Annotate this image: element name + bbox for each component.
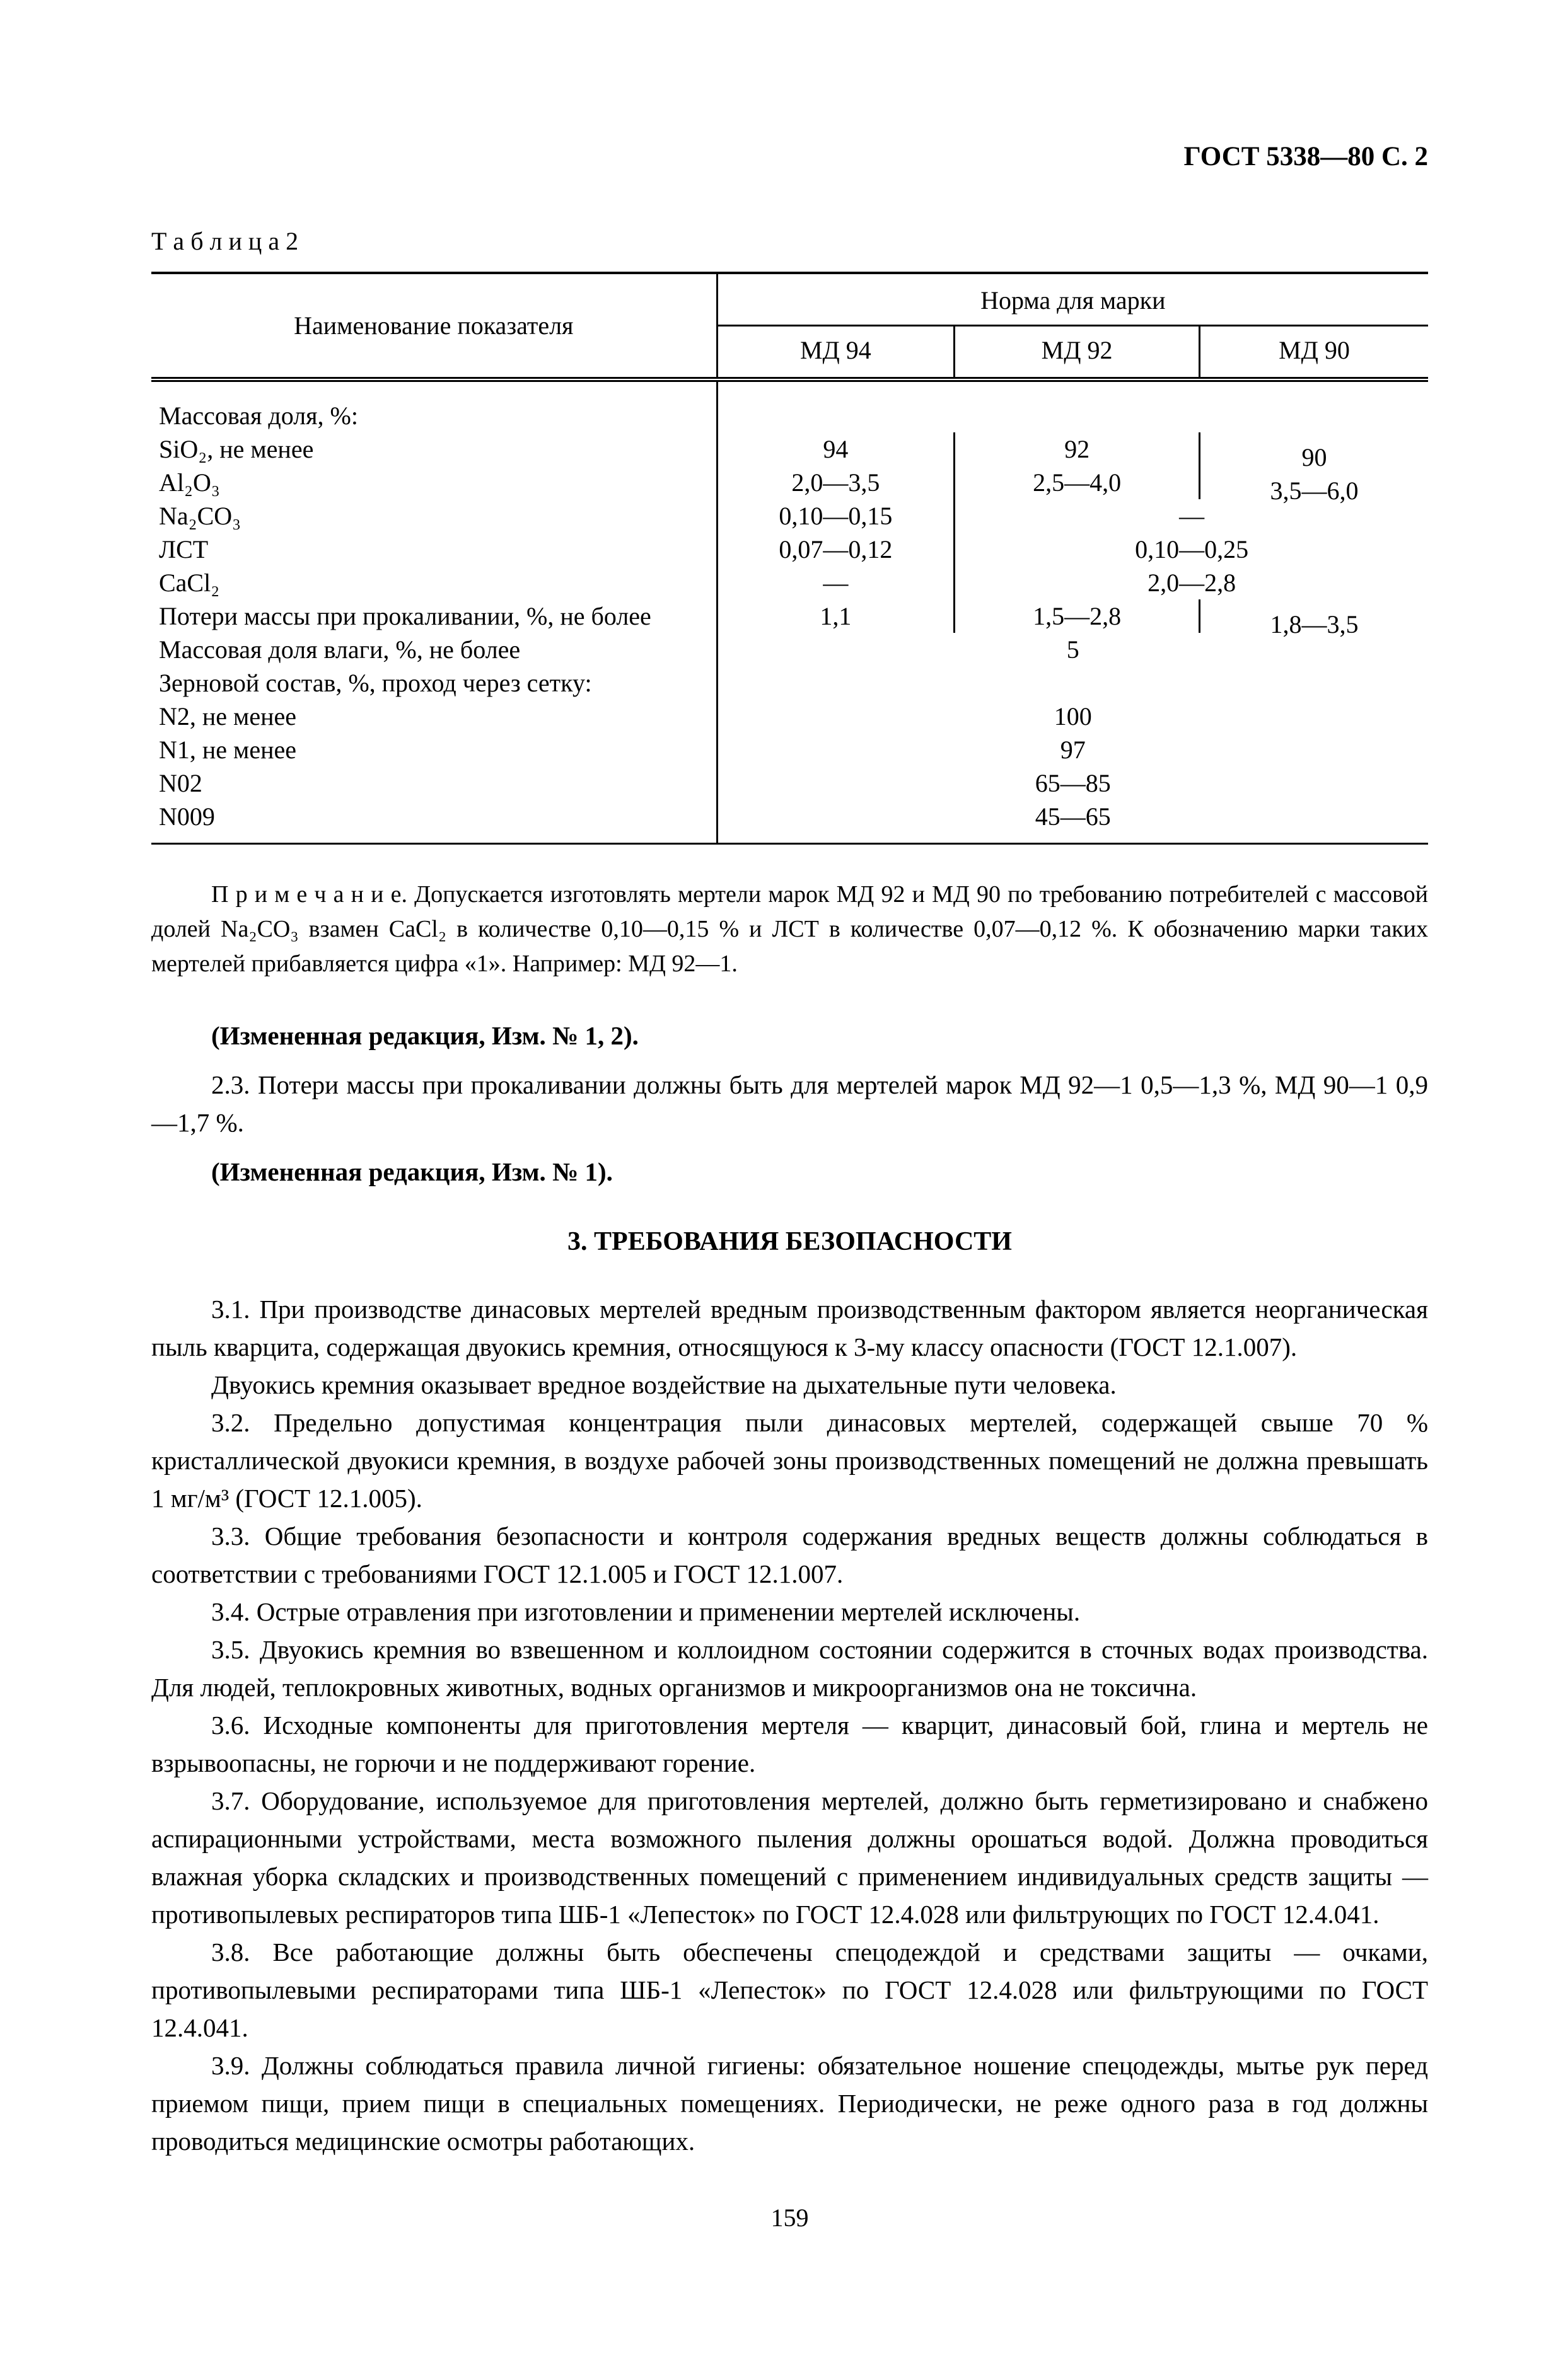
page-number: 159 [770, 2204, 809, 2232]
table-row [151, 800, 1428, 844]
column-header-md94: МД 94 [717, 326, 955, 380]
paragraph-3-2: 3.2. Предельно допустимая концентрация пыли динасовых мертелей, содержащей свыше 70 % кристаллической двуокиси кремния, в воздухе рабочей зоны производственных помещений не должна превышать 1 мг/м³ (ГОСТ 12.1.005). [151, 1408, 1428, 1513]
paragraph-3-3: 3.3. Общие требования безопасности и контроля содержания вредных веществ должны соблюдаться в соответствии с требованиями ГОСТ 12.1.005 и ГОСТ 12.1.007. [151, 1522, 1428, 1588]
paragraph-2-3: 2.3. Потери массы при прокаливании должны быть для мертелей марок МД 92—1 0,5—1,3 %, МД 90—1 0,9—1,7 %. [151, 1070, 1428, 1137]
row-label: N1, не менее [151, 733, 717, 766]
row-label: Зерновой состав, %, проход через сетку: [151, 666, 717, 700]
table-cell-value: 1,8—3,5 [1270, 610, 1359, 638]
table-caption: Т а б л и ц а 2 [151, 227, 299, 255]
table-row [151, 633, 1428, 666]
row-values [717, 666, 1428, 700]
table-row [151, 499, 1428, 533]
row-label: Na₂CO₃ [151, 499, 717, 533]
row-label: SiO₂, не менее [151, 432, 717, 466]
paragraph-3-8: 3.8. Все работающие должны быть обеспечены спецодеждой и средствами защиты — очками, противопылевыми респираторами типа ШБ-1 «Лепесток» по ГОСТ 12.4.028 или фильтрующими по ГОСТ 12.4.041. [151, 1938, 1428, 2042]
row-label: ЛСТ [151, 533, 717, 566]
paragraph-3-9: 3.9. Должны соблюдаться правила личной гигиены: обязательное ношение спецодежды, мытье рук перед приемом пищи, прием пищи в специальных помещениях. Периодически, не реже одного раза в год должны проводиться медицинские осмотры работающих. [151, 2051, 1428, 2156]
row-label: CaCl₂ [151, 566, 717, 599]
table-cell: 2,0—2,8 [955, 566, 1428, 599]
table-row [151, 566, 1428, 599]
table-cell: 5 [1066, 635, 1079, 664]
table-cell: 65—85 [1035, 769, 1111, 797]
table-row [151, 466, 1428, 499]
column-header-md92: МД 92 [955, 326, 1200, 380]
amended-note-2: (Измененная редакция, Изм. № 1). [211, 1157, 613, 1186]
column-header-name: Наименование показателя [151, 273, 717, 379]
paragraph-3-7: 3.7. Оборудование, используемое для приготовления мертелей, должно быть герметизировано и снабжено аспирационными устройствами, места возможного пыления должны орошаться водой. Должна проводиться влажная уборка складских и производственных помещений с применением индивидуальных средств защиты — противопылевых респираторов типа ШБ-1 «Лепесток» по ГОСТ 12.4.028 или фильтрующих по ГОСТ 12.4.041. [151, 1786, 1428, 1929]
doc-reference: ГОСТ 5338—80 С. 2 [1183, 142, 1428, 171]
table-row [151, 766, 1428, 800]
amended-note-1: (Измененная редакция, Изм. № 1, 2). [211, 1021, 639, 1050]
table-cell: 45—65 [1035, 802, 1111, 831]
paragraph-3-5: 3.5. Двуокись кремния во взвешенном и коллоидном состоянии содержится в сточных водах производства. Для людей, теплокровных животных, водных организмов и микроорганизмов она не токсична. [151, 1635, 1428, 1702]
table-cell [1200, 432, 1429, 471]
row-label: Al₂O₃ [151, 466, 717, 499]
table-cell-value: 90 [1301, 443, 1327, 471]
row-label: N009 [151, 800, 717, 844]
row-label: N02 [151, 766, 717, 800]
row-label: Массовая доля влаги, %, не более [151, 633, 717, 666]
table-cell: 94 [823, 435, 849, 463]
row-values [717, 379, 1428, 432]
row-label: N2, не менее [151, 700, 717, 733]
table-row [151, 733, 1428, 766]
table-cell: 0,07—0,12 [779, 535, 893, 563]
table-cell: — [823, 569, 849, 597]
paragraph-3-4: 3.4. Острые отравления при изготовлении и применении мертелей исключены. [211, 1597, 1081, 1626]
paragraph-3-1: 3.1. При производстве динасовых мертелей вредным производственным фактором является неорганическая пыль кварцита, содержащая двуокись кремния, относящуюся к 3-му классу опасности (ГОСТ 12.1.007). [151, 1295, 1428, 1361]
column-header-norm: Норма для марки [717, 273, 1428, 326]
table-row [151, 432, 1428, 466]
table-cell: 2,5—4,0 [955, 466, 1200, 499]
table-row [151, 599, 1428, 633]
table-header-row-1 [151, 273, 1428, 326]
table-cell [1200, 599, 1429, 638]
column-header-md90: МД 90 [1200, 326, 1429, 380]
table-cell: 2,0—3,5 [791, 468, 880, 497]
table-cell: 0,10—0,25 [955, 533, 1428, 566]
table-row [151, 379, 1428, 432]
table-cell-value: 3,5—6,0 [1270, 477, 1359, 505]
table-cell: 1,1 [820, 602, 852, 630]
table-cell: — [955, 499, 1428, 533]
table-cell: 0,10—0,15 [779, 502, 893, 530]
paragraph-3-6: 3.6. Исходные компоненты для приготовления мертеля — кварцит, динасовый бой, глина и мертель не взрывоопасны, не горючи и не поддерживают горение. [151, 1711, 1428, 1777]
table-row [151, 533, 1428, 566]
table-row [151, 666, 1428, 700]
table-cell: 100 [1054, 702, 1092, 731]
paragraph-3-1b: Двуокись кремния оказывает вредное воздействие на дыхательные пути человека. [211, 1370, 1117, 1399]
row-label: Потери массы при прокаливании, %, не более [151, 599, 717, 633]
spec-table [151, 272, 1428, 845]
table-row [151, 700, 1428, 733]
table-cell: 92 [955, 432, 1200, 466]
table-cell: 97 [1060, 736, 1086, 764]
row-label: Массовая доля, %: [151, 379, 717, 432]
section-3-heading: 3. ТРЕБОВАНИЯ БЕЗОПАСНОСТИ [567, 1227, 1012, 1256]
table-note: П р и м е ч а н и е. Допускается изготовлять мертели марок МД 92 и МД 90 по требованию потребителей с массовой долей Na₂CO₃ взамен CaCl₂ в количестве 0,10—0,15 % и ЛСТ в количестве 0,07—0,12 %. К обозначению марки таких мертелей прибавляется цифра «1». Например: МД 92—1. [151, 881, 1428, 977]
table-cell: 1,5—2,8 [955, 599, 1200, 633]
